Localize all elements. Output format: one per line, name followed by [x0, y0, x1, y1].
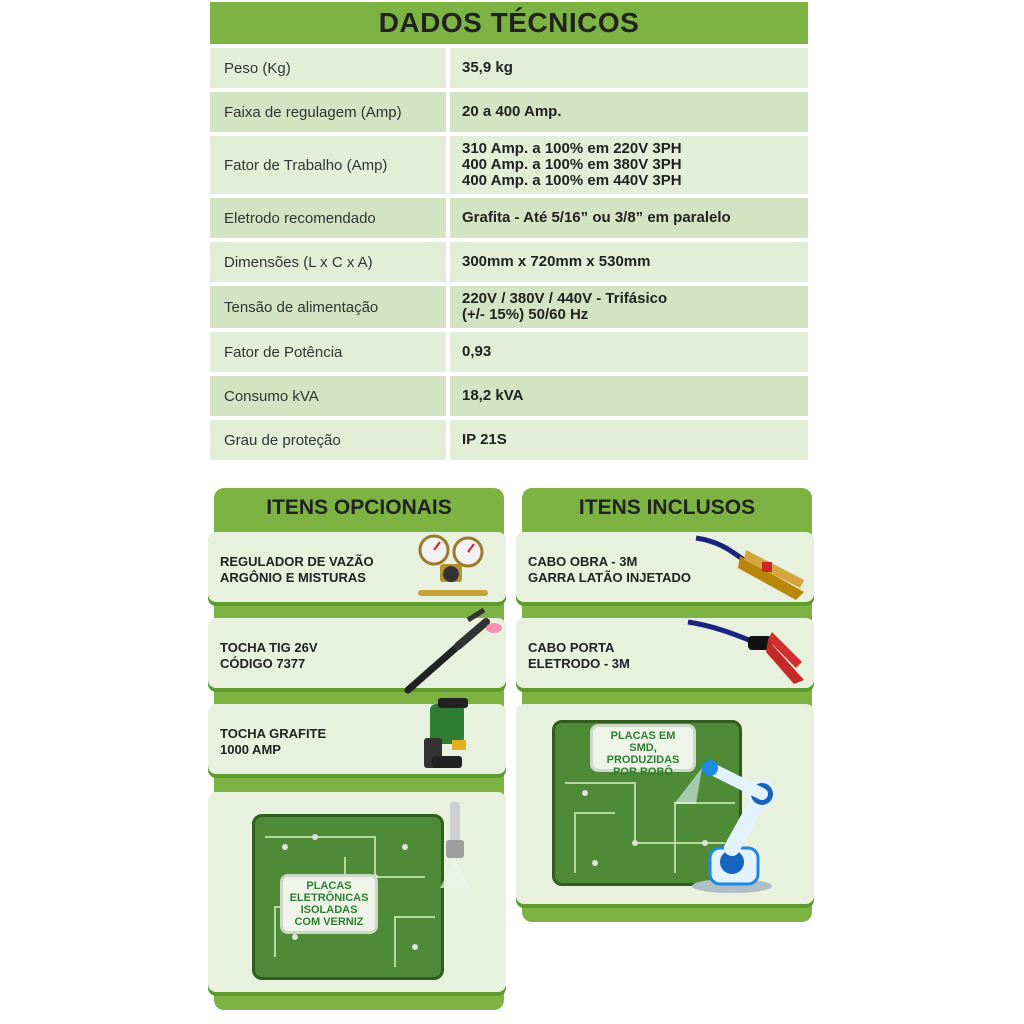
title-banner [210, 2, 808, 44]
tig-torch-icon [396, 606, 506, 696]
badge-line: ELETRÔNICAS [289, 892, 369, 904]
badge-line: COM VERNIZ [294, 916, 364, 928]
badge-line: PLACAS EM SMD, [610, 730, 676, 754]
included-item-card [516, 618, 814, 688]
spec-value-line: 400 Amp. a 100% em 380V 3PH [462, 156, 682, 173]
item-line: GARRA LATÃO INJETADO [528, 570, 691, 585]
spec-row [210, 242, 808, 282]
badge-line: POR ROBÔ [613, 766, 673, 778]
badge-line: PLACAS [306, 880, 352, 892]
spec-value-line: (+/- 15%) 50/60 Hz [462, 306, 589, 323]
optional-item-card [208, 618, 506, 688]
optional-item-label [220, 726, 326, 758]
spec-value [450, 420, 808, 460]
item-line: REGULADOR DE VAZÃO [220, 554, 374, 569]
spec-label: Fator de Potência [210, 332, 446, 372]
spec-value [450, 242, 808, 282]
spec-value-line: 18,2 kVA [462, 387, 524, 404]
spec-value [450, 198, 808, 238]
optional-item-label [220, 554, 374, 586]
included-board-card [516, 704, 814, 904]
spec-value-line: IP 21S [462, 431, 507, 448]
optional-item-card [208, 704, 506, 774]
graphite-torch-icon [402, 694, 492, 778]
item-line: CABO PORTA [528, 640, 615, 655]
spec-value-line: 0,93 [462, 343, 492, 360]
spec-value-line: 20 a 400 Amp. [462, 103, 562, 120]
spec-label: Fator de Trabalho (Amp) [210, 136, 446, 194]
included-item-card [516, 532, 814, 602]
spec-table [210, 48, 808, 464]
gas-regulator-icon [404, 532, 500, 602]
ground-clamp-icon [692, 532, 808, 604]
spec-label: Peso (Kg) [210, 48, 446, 88]
item-line: ELETRODO - 3M [528, 656, 630, 671]
spec-label: Grau de proteção [210, 420, 446, 460]
included-item-label [528, 640, 630, 672]
item-line: CÓDIGO 7377 [220, 656, 306, 671]
page-title: DADOS TÉCNICOS [378, 7, 640, 38]
spec-value [450, 136, 808, 194]
board-badge [280, 874, 378, 934]
spec-value-line: 220V / 380V / 440V - Trifásico [462, 290, 668, 307]
spec-row [210, 420, 808, 460]
spray-nozzle-icon [430, 800, 480, 890]
spec-row [210, 92, 808, 132]
spec-row [210, 332, 808, 372]
spec-value-line: 300mm x 720mm x 530mm [462, 253, 651, 270]
optional-item-label [220, 640, 318, 672]
spec-label: Consumo kVA [210, 376, 446, 416]
included-items-title: ITENS INCLUSOS [578, 496, 756, 519]
spec-value [450, 92, 808, 132]
badge-line: PRODUZIDAS [606, 754, 680, 766]
item-line: TOCHA GRAFITE [220, 726, 327, 741]
spec-value-line: 400 Amp. a 100% em 440V 3PH [462, 172, 682, 189]
spec-value-line: 310 Amp. a 100% em 220V 3PH [462, 140, 682, 157]
item-line: TOCHA TIG 26V [220, 640, 318, 655]
electrode-holder-icon [684, 618, 808, 690]
spec-label: Eletrodo recomendado [210, 198, 446, 238]
badge-line: ISOLADAS [300, 904, 358, 916]
spec-row [210, 286, 808, 328]
spec-row [210, 136, 808, 194]
spec-label: Dimensões (L x C x A) [210, 242, 446, 282]
robot-arm-icon [666, 744, 790, 894]
included-item-label [528, 554, 691, 586]
spec-value-line: Grafita - Até 5/16” ou 3/8” em paralelo [462, 209, 731, 226]
optional-board-card [208, 792, 506, 992]
spec-value-line: 35,9 kg [462, 59, 513, 76]
optional-item-card [208, 532, 506, 602]
spec-row [210, 48, 808, 88]
spec-value [450, 286, 808, 328]
spec-value [450, 48, 808, 88]
item-line: CABO OBRA - 3M [528, 554, 638, 569]
spec-label: Faixa de regulagem (Amp) [210, 92, 446, 132]
spec-value [450, 332, 808, 372]
item-line: 1000 AMP [220, 742, 281, 757]
spec-label: Tensão de alimentação [210, 286, 446, 328]
spec-row [210, 376, 808, 416]
spec-value [450, 376, 808, 416]
item-line: ARGÔNIO E MISTURAS [220, 570, 366, 585]
optional-items-title: ITENS OPCIONAIS [266, 496, 452, 519]
spec-row [210, 198, 808, 238]
